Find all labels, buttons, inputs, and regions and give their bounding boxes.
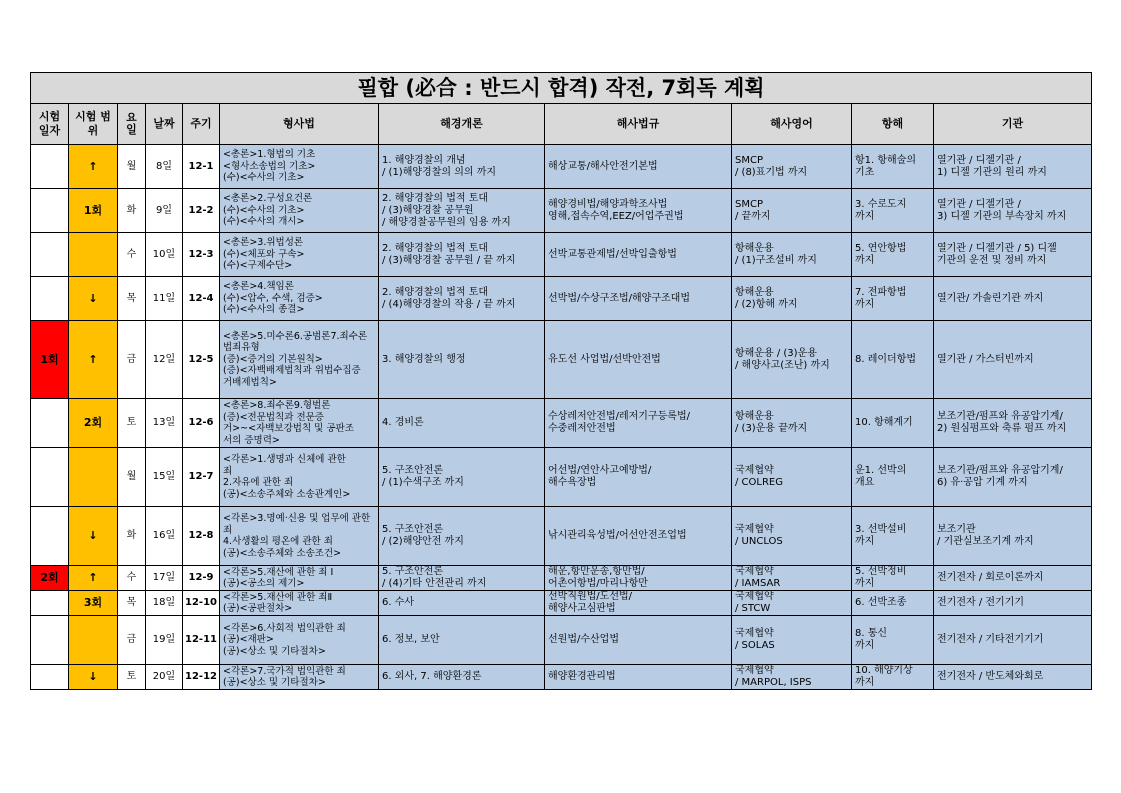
maritime-english-cell-line: / MARPOL, ISPS [735,677,812,688]
header-engine: 기관 [934,104,1092,145]
weekday-cell: 토 [118,399,146,448]
coastguard-cell [379,507,545,566]
maritime-english-cell [732,507,852,566]
maritime-english-cell-line: / SOLAS [735,640,775,651]
engine-cell-line: 열기관 / 디젤기관 / [937,198,1021,210]
navigation-cell [852,145,934,189]
weekday-cell: 목 [118,277,146,321]
exam-range-cell [69,616,118,665]
criminal-law-cell-line: <총론>5.미수론6.공범론7.죄수론 [223,330,368,342]
coastguard-cell-line: / (1)해양경찰의 의의 까지 [382,166,497,178]
exam-date-cell: 2회 [31,566,69,591]
criminal-law-cell-line: <각론>7.국가적 법익관한 죄 [223,665,346,677]
maritime-law-cell-line: 영해,접속수역,EEZ/어업주권법 [548,210,684,222]
criminal-law-cell-line: 죄 [223,465,233,477]
maritime-english-cell [732,145,852,189]
maritime-english-cell-line: 국제협약 [735,665,774,676]
weekday-cell: 월 [118,448,146,507]
navigation-cell-line: 기초 [855,166,875,178]
maritime-law-cell [545,591,732,616]
criminal-law-cell-line: (공)<재판> [223,634,274,646]
exam-range-cell: 2회 [69,399,118,448]
exam-range-cell: ↓ [69,277,118,321]
engine-cell-line: 1) 디젤 기관의 원리 까지 [937,166,1047,178]
criminal-law-cell [220,233,379,277]
criminal-law-cell-line: (수)<압수, 수색, 검증> [223,292,323,304]
criminal-law-cell-line: 죄 [223,524,233,536]
criminal-law-cell-line: (수)<수사의 기초> [223,204,305,216]
maritime-law-cell-line: 선박법/수상구조법/해양구조대법 [548,292,690,304]
maritime-law-cell-line: 해양경비법/해양과학조사법 [548,198,668,210]
criminal-law-cell-line: (공)<상소 및 기타절차> [223,677,326,688]
maritime-english-cell [732,665,852,690]
maritime-english-cell-line: / COLREG [735,477,783,488]
date-cell: 19일 [146,616,183,665]
header-coastguard: 해경개론 [379,104,545,145]
criminal-law-cell-line: <각론>1.생명과 신체에 관한 [223,454,346,465]
weekday-cell: 수 [118,233,146,277]
weekday-cell: 금 [118,616,146,665]
navigation-cell-line: 까지 [855,677,875,688]
maritime-law-cell [545,665,732,690]
navigation-cell-line: 8. 레이더항법 [855,353,917,365]
exam-date-cell [31,507,69,566]
navigation-cell-line: 7. 전파항법 [855,286,907,298]
coastguard-cell-line: 5. 구조안전론 [382,524,444,535]
navigation-cell-line: 5. 선박정비 [855,566,907,577]
exam-date-cell [31,665,69,690]
engine-cell-line: 기관의 운전 및 정비 까지 [937,254,1047,266]
criminal-law-cell [220,448,379,507]
coastguard-cell [379,591,545,616]
period-cell: 12-6 [183,399,220,448]
weekday-cell: 목 [118,591,146,616]
navigation-cell-line: 까지 [855,298,875,310]
maritime-law-cell-line: 어촌어항법/마리나항만 [548,578,648,589]
table-row [31,665,1092,690]
maritime-law-cell-line: 유도선 사업법/선박안전법 [548,353,661,365]
engine-cell-line: 열기관 / 디젤기관 / 5) 디젤 [937,242,1057,254]
engine-cell [934,233,1092,277]
criminal-law-cell [220,616,379,665]
coastguard-cell-line: 5. 구조안전론 [382,566,444,577]
date-cell: 11일 [146,277,183,321]
criminal-law-cell-line: <총론>3.위법성론 [223,237,304,249]
maritime-law-cell-line: 해수욕장법 [548,477,597,488]
coastguard-cell-line: 6. 수사 [382,597,415,608]
criminal-law-cell-line: (공)<공판절차> [223,603,293,614]
criminal-law-cell-line: <각론>3.명예·신용 및 업무에 관한 [223,513,371,524]
navigation-cell [852,566,934,591]
maritime-english-cell-line: SMCP [735,198,763,210]
coastguard-cell-line: 6. 외사, 7. 해양환경론 [382,671,482,682]
period-cell: 12-2 [183,189,220,233]
maritime-law-cell [545,616,732,665]
maritime-english-cell-line: 항해운용 [735,286,774,298]
coastguard-cell-line: / (4)해양경찰의 작용 / 끝 까지 [382,298,516,310]
criminal-law-cell [220,566,379,591]
criminal-law-cell-line: (공)<소송주체와 소송조건> [223,547,342,559]
maritime-law-cell-line: 선원법/수산업법 [548,634,619,645]
maritime-english-cell-line: / IAMSAR [735,578,781,589]
weekday-cell: 토 [118,665,146,690]
weekday-cell: 화 [118,189,146,233]
maritime-law-cell-line: 해상교통/해사안전기본법 [548,160,658,172]
criminal-law-cell-line: <각론>5.재산에 관한 죄Ⅱ [223,591,333,603]
maritime-english-cell [732,189,852,233]
criminal-law-cell-line: <총론>4.책임론 [223,281,294,293]
navigation-cell [852,399,934,448]
header-period: 주기 [183,104,220,145]
exam-range-cell: ↓ [69,665,118,690]
date-cell: 20일 [146,665,183,690]
period-cell: 12-3 [183,233,220,277]
exam-range-cell: ↑ [69,321,118,399]
weekday-cell: 금 [118,321,146,399]
criminal-law-cell-line: 서의 증명력> [223,434,280,446]
period-cell: 12-4 [183,277,220,321]
coastguard-cell-line: / (3)해양경찰 공무원 / 끝 까지 [382,254,516,266]
table-row [31,277,1092,321]
coastguard-cell-line: 3. 해양경찰의 행정 [382,353,466,365]
criminal-law-cell-line: <총론>2.구성요건론 [223,193,313,205]
maritime-english-cell-line: / 끝까지 [735,210,771,222]
engine-cell [934,665,1092,690]
maritime-law-cell [545,233,732,277]
engine-cell-line: 열기관 / 디젤기관 / [937,154,1021,166]
engine-cell-line: 전기전자 / 기타전기기기 [937,634,1044,645]
exam-range-cell: ↓ [69,507,118,566]
engine-cell [934,399,1092,448]
period-cell: 12-10 [183,591,220,616]
criminal-law-cell [220,277,379,321]
criminal-law-cell-line: 법죄유형 [223,342,260,354]
header-date: 날짜 [146,104,183,145]
coastguard-cell-line: 2. 해양경찰의 법적 토대 [382,242,489,254]
maritime-english-cell-line: / (3)운용 끝까지 [735,423,808,434]
date-cell: 13일 [146,399,183,448]
navigation-cell [852,189,934,233]
criminal-law-cell [220,321,379,399]
criminal-law-cell [220,189,379,233]
criminal-law-cell-line: <총론>8.죄수론9.형벌론 [223,400,331,411]
coastguard-cell-line: 2. 해양경찰의 법적 토대 [382,286,489,298]
navigation-cell-line: 10. 해양기상 [855,665,913,676]
criminal-law-cell-line: (수)<수사의 개시> [223,216,305,228]
exam-range-cell: ↑ [69,145,118,189]
table-row [31,566,1092,591]
criminal-law-cell-line: (증)<자백배제법칙과 위법수집증 [223,365,361,377]
navigation-cell-line: 까지 [855,578,875,589]
table-row [31,507,1092,566]
maritime-law-cell [545,507,732,566]
maritime-english-cell-line: 국제협약 [735,591,774,602]
navigation-cell-line: 운1. 선박의 [855,465,907,476]
navigation-cell-line: 까지 [855,254,875,266]
exam-date-cell [31,616,69,665]
engine-cell-line: 2) 원심펌프와 축류 펌프 까지 [937,423,1067,434]
maritime-english-cell-line: 국제협약 [735,566,774,577]
coastguard-cell [379,448,545,507]
date-cell: 17일 [146,566,183,591]
criminal-law-cell-line: 2.자유에 관한 죄 [223,477,294,488]
exam-date-cell [31,591,69,616]
engine-cell [934,448,1092,507]
period-cell: 12-11 [183,616,220,665]
table-row [31,616,1092,665]
date-cell: 12일 [146,321,183,399]
maritime-law-cell [545,145,732,189]
header-navigation: 항해 [852,104,934,145]
coastguard-cell-line: / (2)해양안전 까지 [382,536,464,547]
criminal-law-cell-line: (공)<소송주체와 소송관계인> [223,488,351,500]
navigation-cell-line: 8. 통신 [855,628,888,639]
exam-date-cell [31,277,69,321]
navigation-cell-line: 항1. 항해술의 [855,154,917,166]
coastguard-cell-line: / (4)기타 안전관리 까지 [382,578,487,589]
coastguard-cell-line: 6. 정보, 보안 [382,634,440,645]
maritime-law-cell [545,277,732,321]
engine-cell-line: 보조기관 [937,524,976,535]
maritime-english-cell [732,399,852,448]
maritime-english-cell-line: 국제협약 [735,628,774,639]
engine-cell [934,566,1092,591]
maritime-law-cell-line: 낚시관리육성법/어선안전조업법 [548,530,687,541]
maritime-english-cell-line: 국제협약 [735,465,774,476]
exam-date-cell [31,448,69,507]
study-plan-table [30,72,1092,690]
coastguard-cell [379,233,545,277]
maritime-law-cell-line: 해운,항만운송,항만법/ [548,566,645,577]
coastguard-cell [379,399,545,448]
maritime-law-cell-line: 어선법/연안사고예방법/ [548,465,652,476]
engine-cell-line: 보조기관/펌프와 유공압기계/ [937,411,1063,422]
period-cell: 12-7 [183,448,220,507]
criminal-law-cell-line: (공)<공소의 제기> [223,578,305,589]
navigation-cell [852,665,934,690]
maritime-english-cell [732,277,852,321]
maritime-law-cell [545,189,732,233]
coastguard-cell [379,665,545,690]
navigation-cell [852,591,934,616]
criminal-law-cell-line: 거배제법칙> [223,376,277,388]
date-cell: 16일 [146,507,183,566]
criminal-law-cell-line: (공)<상소 및 기타절차> [223,645,326,657]
header-criminal-law: 형사법 [220,104,379,145]
maritime-english-cell [732,591,852,616]
exam-range-cell [69,448,118,507]
criminal-law-cell-line: (수)<수사의 기초> [223,172,305,184]
navigation-cell [852,321,934,399]
period-cell: 12-5 [183,321,220,399]
date-cell: 8일 [146,145,183,189]
coastguard-cell-line: 1. 해양경찰의 개념 [382,154,466,166]
maritime-law-cell [545,321,732,399]
navigation-cell-line: 까지 [855,640,875,651]
coastguard-cell [379,321,545,399]
navigation-cell-line: 5. 연안항법 [855,242,907,254]
navigation-cell-line: 10. 항해계기 [855,417,913,428]
maritime-english-cell-line: / UNCLOS [735,536,783,547]
engine-cell-line: / 기관실보조기계 까지 [937,536,1034,547]
maritime-english-cell [732,321,852,399]
page-title: 필합 (必合 : 반드시 합격) 작전, 7회독 계획 [31,73,1092,104]
coastguard-cell-line: 4. 경비론 [382,417,424,428]
maritime-law-cell-line: 선박직원법/도선법/ [548,591,633,602]
engine-cell [934,321,1092,399]
maritime-law-cell-line: 수중레저안전법 [548,423,616,434]
navigation-cell-line: 까지 [855,536,875,547]
navigation-cell-line: 3. 수로도지 [855,198,907,210]
exam-range-cell: 1회 [69,189,118,233]
criminal-law-cell-line: 거>~<자백보강법칙 및 공판조 [223,423,354,434]
table-row [31,189,1092,233]
coastguard-cell [379,145,545,189]
exam-date-cell: 1회 [31,321,69,399]
engine-cell [934,145,1092,189]
maritime-english-cell [732,448,852,507]
maritime-law-cell [545,566,732,591]
coastguard-cell-line: / (1)수색구조 까지 [382,477,464,488]
criminal-law-cell [220,399,379,448]
maritime-english-cell-line: / (2)항해 까지 [735,298,798,310]
maritime-law-cell-line: 선박교통관제법/선박입출항법 [548,248,677,260]
table-row [31,591,1092,616]
navigation-cell [852,507,934,566]
navigation-cell [852,616,934,665]
maritime-english-cell-line: / 해양사고(조난) 까지 [735,359,830,371]
coastguard-cell [379,566,545,591]
period-cell: 12-12 [183,665,220,690]
engine-cell [934,591,1092,616]
criminal-law-cell-line: 4.사생활의 평온에 관한 죄 [223,536,333,547]
engine-cell [934,616,1092,665]
maritime-english-cell-line: SMCP [735,154,763,166]
maritime-law-cell-line: 해양환경관리법 [548,671,616,682]
criminal-law-cell [220,507,379,566]
maritime-english-cell-line: / (8)표기법 까지 [735,166,808,178]
date-cell: 9일 [146,189,183,233]
coastguard-cell-line: / 해양경찰공무원의 임용 까지 [382,216,511,228]
exam-date-cell [31,233,69,277]
criminal-law-cell-line: <각론>6.사회적 법익관한 죄 [223,622,346,634]
header-exam-range: 시험 범위 [69,104,118,145]
maritime-english-cell-line: 국제협약 [735,524,774,535]
criminal-law-cell-line: (증)<전문법칙과 전문증 [223,411,324,423]
criminal-law-cell-line: (수)<구제수단> [223,260,293,272]
coastguard-cell [379,189,545,233]
maritime-law-cell-line: 수상레저안전법/레저기구등록법/ [548,411,690,422]
navigation-cell [852,448,934,507]
engine-cell-line: 열기관/ 가솔린기관 까지 [937,292,1044,304]
engine-cell [934,277,1092,321]
criminal-law-cell-line: (증)<증거의 기본원칙> [223,353,323,365]
maritime-law-cell [545,448,732,507]
header-maritime-law: 해사법규 [545,104,732,145]
engine-cell-line: 6) 유·공압 기계 까지 [937,477,1028,488]
navigation-cell-line: 6. 선박조종 [855,597,907,608]
period-cell: 12-8 [183,507,220,566]
engine-cell [934,189,1092,233]
navigation-cell [852,233,934,277]
maritime-english-cell-line: / (1)구조설비 까지 [735,254,817,266]
exam-date-cell [31,145,69,189]
coastguard-cell-line: / (3)해양경찰 공무원 [382,204,474,216]
criminal-law-cell-line: <각론>5.재산에 관한 죄 I [223,566,334,578]
engine-cell-line: 전기전자 / 전기기기 [937,597,1025,608]
weekday-cell: 화 [118,507,146,566]
criminal-law-cell-line: <형사소송법의 기초> [223,160,316,172]
period-cell: 12-1 [183,145,220,189]
criminal-law-cell-line: (수)<수사의 종결> [223,304,305,316]
table-row [31,233,1092,277]
table-row [31,448,1092,507]
weekday-cell: 월 [118,145,146,189]
header-exam-date: 시험 일자 [31,104,69,145]
header-weekday: 요일 [118,104,146,145]
coastguard-cell-line: 2. 해양경찰의 법적 토대 [382,192,489,204]
criminal-law-cell-line: <총론>1.형법의 기초 [223,149,316,161]
coastguard-cell-line: 5. 구조안전론 [382,465,444,476]
navigation-cell-line: 개요 [855,477,875,488]
navigation-cell-line: 3. 선박설비 [855,524,907,535]
engine-cell [934,507,1092,566]
criminal-law-cell [220,145,379,189]
maritime-english-cell-line: / STCW [735,603,771,614]
maritime-english-cell-line: 항해운용 / (3)운용 [735,347,817,359]
engine-cell-line: 전기전자 / 반도체와회로 [937,671,1044,682]
engine-cell-line: 전기전자 / 회로이론까지 [937,572,1044,583]
weekday-cell: 수 [118,566,146,591]
maritime-english-cell [732,233,852,277]
exam-range-cell: ↑ [69,566,118,591]
criminal-law-cell [220,665,379,690]
exam-date-cell [31,189,69,233]
header-maritime-english: 해사영어 [732,104,852,145]
navigation-cell [852,277,934,321]
period-cell: 12-9 [183,566,220,591]
engine-cell-line: 보조기관/펌프와 유공압기계/ [937,465,1063,476]
coastguard-cell [379,277,545,321]
maritime-english-cell-line: 항해운용 [735,411,774,422]
maritime-english-cell [732,566,852,591]
criminal-law-cell-line: (수)<체포와 구속> [223,248,305,260]
maritime-english-cell-line: 항해운용 [735,242,774,254]
navigation-cell-line: 까지 [855,210,875,222]
table-row [31,321,1092,399]
date-cell: 18일 [146,591,183,616]
maritime-law-cell-line: 해양사고심판법 [548,603,616,614]
coastguard-cell [379,616,545,665]
maritime-english-cell [732,616,852,665]
table-row [31,399,1092,448]
engine-cell-line: 열기관 / 가스터빈까지 [937,353,1034,365]
criminal-law-cell [220,591,379,616]
maritime-law-cell [545,399,732,448]
exam-date-cell [31,399,69,448]
table-row [31,145,1092,189]
exam-range-cell [69,233,118,277]
date-cell: 10일 [146,233,183,277]
exam-range-cell: 3회 [69,591,118,616]
engine-cell-line: 3) 디젤 기관의 부속장치 까지 [937,210,1067,222]
date-cell: 15일 [146,448,183,507]
